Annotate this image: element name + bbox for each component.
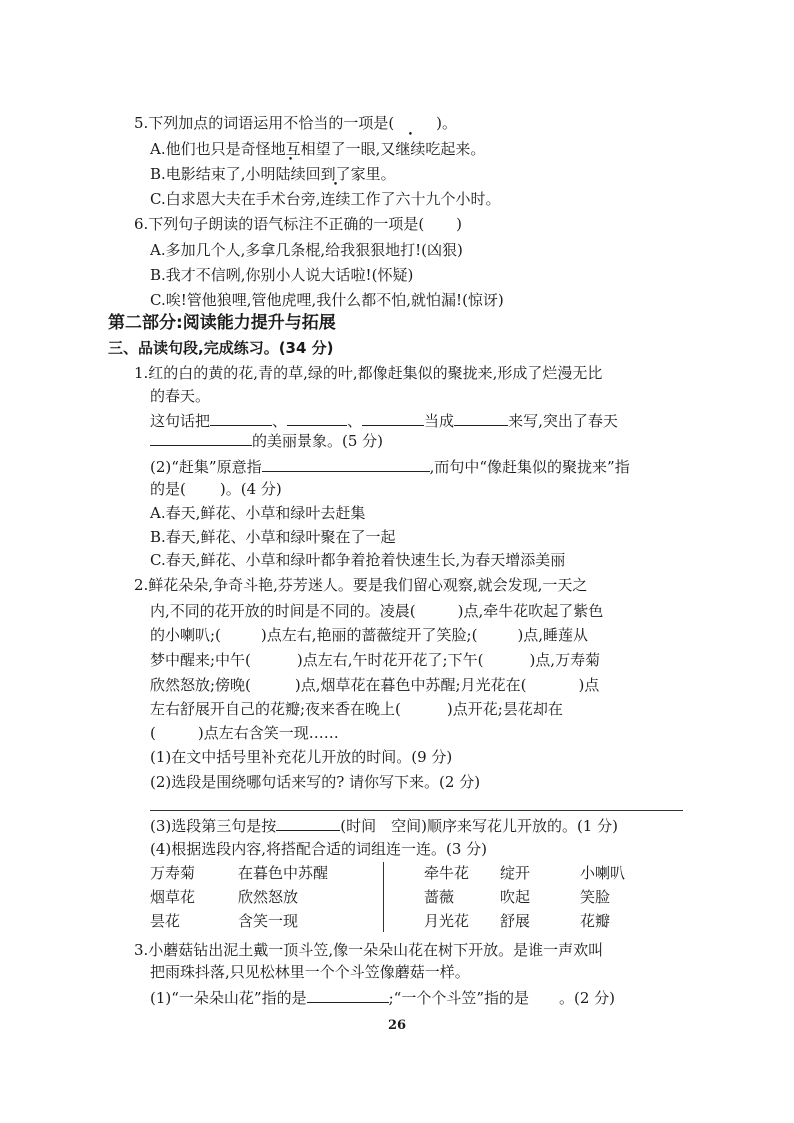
right-table-r1-c2[interactable]: 绽开 xyxy=(500,864,531,882)
q3-text-line1: 3.小蘑菇钻出泥土戴一顶斗笠,像一朵朵山花在树下开放。是谁一声欢叫 xyxy=(134,941,604,959)
q2-passage-line5: 欣然怒放;傍晚( )点,烟草花在暮色中苏醒;月光花在( )点 xyxy=(150,676,600,694)
q3-sub1: (1)“一朵朵山花”指的是 ;“一个个斗笠”指的是 。(2 分) xyxy=(150,989,616,1007)
q5-option-c: C.白求恩大夫在手术台旁,连续工作了六十九个小时。 xyxy=(150,190,501,208)
q1-blank-3[interactable] xyxy=(362,410,424,426)
q1-sub2-line1: (2)“赶集”原意指 ,而句中“像赶集似的聚拢来”指 xyxy=(150,458,630,476)
q1-option-c: C.春天,鲜花、小草和绿叶都争着抢着快速生长,为春天增添美丽 xyxy=(150,551,566,569)
q1-option-a: A.春天,鲜花、小草和绿叶去赶集 xyxy=(150,504,366,522)
q1-text-line2: 的春天。 xyxy=(150,387,211,405)
q1-blank-4[interactable] xyxy=(454,410,508,426)
q6-option-c: C.唉!管他狼哩,管他虎哩,我什么都不怕,就怕漏!(惊讶) xyxy=(150,291,504,309)
page-number: 26 xyxy=(388,1018,407,1033)
q5-option-b: B.电影结束了,小明陆续回到了家里。 xyxy=(150,165,396,183)
q1-blank-2[interactable] xyxy=(287,410,347,426)
q2-answer-line[interactable] xyxy=(150,810,683,811)
q2-passage-line2: 内,不同的花开放的时间是不同的。凌晨( )点,牵牛花吹起了紫色 xyxy=(150,602,604,620)
q1-blank-5[interactable] xyxy=(150,430,252,446)
q1-blank-1[interactable] xyxy=(210,410,272,426)
q3-sub1-blank-1[interactable] xyxy=(307,987,389,1003)
q1-sub2-blank[interactable] xyxy=(262,456,430,472)
q2-sub2: (2)选段是围绕哪句话来写的? 请你写下来。(2 分) xyxy=(150,773,481,791)
left-table-r1-c1[interactable]: 万寿菊 xyxy=(150,864,196,882)
q5-option-a: A.他们也只是奇怪地互相望了一眼,又继续 •吃起来。 xyxy=(150,139,485,159)
q6-option-a: A.多加几个人,多拿几条棍,给我狠狠地打!(凶狠) xyxy=(150,241,463,259)
q1-text-line1: 1.红的白的黄的花,青的草,绿的叶,都像赶集似的聚拢来,形成了烂漫无比 xyxy=(134,364,603,382)
left-table-r3-c1[interactable]: 昙花 xyxy=(150,912,181,930)
left-table-r2-c2[interactable]: 欣然怒放 xyxy=(238,888,299,906)
right-table-r3-c1[interactable]: 月光花 xyxy=(424,912,470,930)
right-table-r2-c3[interactable]: 笑脸 xyxy=(580,888,611,906)
q6-stem: 6.下列句子朗读的语气标注不正确的一项是( ) xyxy=(134,215,463,233)
q2-passage-line3: 的小喇叭;( )点左右,艳丽的蔷薇绽开了笑脸;( )点,睡莲从 xyxy=(150,626,589,644)
right-table-r1-c3[interactable]: 小喇叭 xyxy=(580,864,626,882)
q2-passage-line4: 梦中醒来;中午( )点左右,午时花开花了;下午( )点,万寿菊 xyxy=(150,651,601,669)
q2-sub4: (4)根据选段内容,将搭配合适的词组连一连。(3 分) xyxy=(150,840,488,858)
left-table-r2-c1[interactable]: 烟草花 xyxy=(150,888,196,906)
right-table-r3-c3[interactable]: 花瓣 xyxy=(580,912,611,930)
q2-passage-line7: ( )点左右含笑一现…… xyxy=(150,724,339,742)
q6-option-b: B.我才不信咧,你别小人说大话啦!(怀疑) xyxy=(150,266,414,284)
q1-fill-line1: 这句话把 、 、 当成 来写,突出了春天 xyxy=(150,412,618,430)
q1-option-b: B.春天,鲜花、小草和绿叶聚在了一起 xyxy=(150,528,396,546)
q2-sub1: (1)在文中括号里补充花儿开放的时间。(9 分) xyxy=(150,748,453,766)
q3-text-line2: 把雨珠抖落,只见松林里一个个斗笠像蘑菇一样。 xyxy=(150,963,470,981)
left-table-r1-c2[interactable]: 在暮色中苏醒 xyxy=(238,864,329,882)
q5-stem: 5.下列加点的词语运用不恰当的一项是( )。 xyxy=(134,114,458,132)
right-table-r3-c2[interactable]: 舒展 xyxy=(500,912,531,930)
part2-title: 第二部分:阅读能力提升与拓展 xyxy=(108,313,336,333)
q2-passage-line6: 左右舒展开自己的花瓣;夜来香在晚上( )点开花;昙花却在 xyxy=(150,700,563,718)
q2-sub3: (3)选段第三句是按 (时间 空间)顺序来写花儿开放的。(1 分) xyxy=(150,817,618,835)
right-table-r2-c1[interactable]: 蔷薇 xyxy=(424,888,455,906)
table-divider xyxy=(383,862,384,932)
q1-sub2-line2: 的是( )。(4 分) xyxy=(150,480,282,498)
right-table-r1-c1[interactable]: 牵牛花 xyxy=(424,864,470,882)
right-table-r2-c2[interactable]: 吹起 xyxy=(500,888,531,906)
q2-passage-line1: 2.鲜花朵朵,争奇斗艳,芬芳迷人。要是我们留心观察,就会发现,一天之 xyxy=(134,576,588,594)
section3-title: 三、品读句段,完成练习。(34 分) xyxy=(108,339,334,357)
left-table-r3-c2[interactable]: 含笑一现 xyxy=(238,912,299,930)
q1-fill-line2: 的美丽景象。(5 分) xyxy=(150,430,383,451)
q2-sub3-blank[interactable] xyxy=(276,815,340,831)
